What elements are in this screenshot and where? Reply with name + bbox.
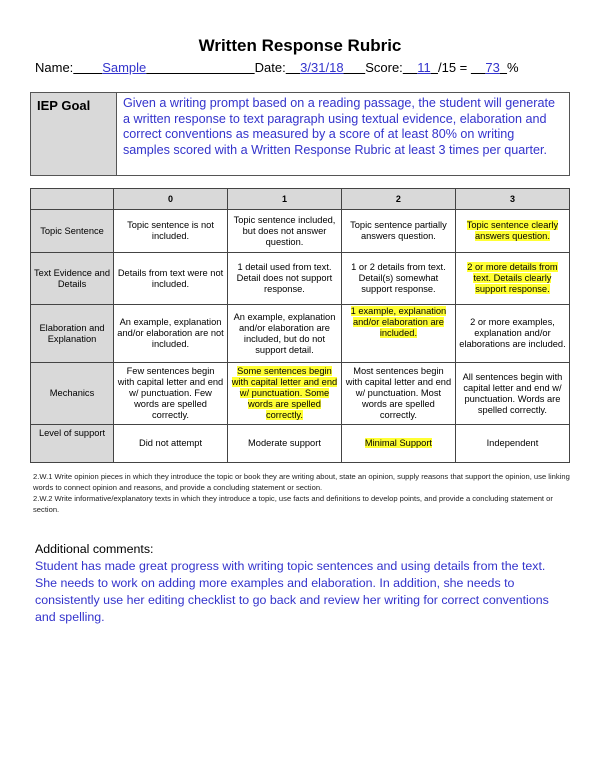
rubric-cell [228, 253, 342, 305]
score-label: Score: [365, 60, 403, 75]
rubric-cell-text: Independent [486, 438, 539, 448]
rubric-header-row [31, 189, 570, 210]
highlighted-cell-text: Topic sentence clearly answers question. [466, 220, 559, 241]
rubric-cell-text: Details from text were not included. [117, 267, 224, 289]
rubric-cell [341, 253, 455, 305]
comments-label: Additional comments: [35, 542, 154, 556]
rubric-row-mechanics [31, 363, 570, 425]
score-column-header: 2 [341, 189, 455, 210]
rubric-cell [341, 363, 455, 425]
rubric-cell-text: All sentences begin with capital letter and end w/ punctuation. Words are spelled correctly. [462, 371, 563, 415]
highlighted-cell-text: 1 example, explanation and/or elaboration are included. [350, 306, 447, 338]
score-column-header: 0 [114, 189, 228, 210]
rubric-cell-text: Topic sentence is not included. [127, 220, 214, 241]
standard-w2: 2.W.2 Write informative/explanatory texts in which they introduce a topic, use facts and definitions to develop points, and provide a concluding statement or section. [33, 494, 553, 514]
row-label: Mechanics [31, 363, 114, 425]
standard-w1: 2.W.1 Write opinion pieces in which they introduce the topic or book they are writing about, state an opinion, supply reasons that support the opinion, use linking words to connect opinion and reasons, and provide a concluding statement or section. [33, 472, 570, 492]
rubric-corner-cell [31, 189, 114, 210]
rubric-cell-text: Did not attempt [139, 438, 203, 448]
highlighted-cell-text: Minimal Support [364, 438, 433, 448]
rubric-cell-text: 1 detail used from text. Detail does not support response. [236, 262, 333, 294]
rubric-table [30, 188, 570, 463]
highlighted-cell-text: Some sentences begin with capital letter and end w/ punctuation. Some words are spelled correctly. [231, 366, 338, 420]
name-label: Name: [35, 60, 74, 75]
rubric-cell-selected [455, 210, 569, 253]
date-label: Date: [254, 60, 286, 75]
date-field[interactable]: 3/31/18 [300, 60, 344, 75]
iep-goal-text: Given a writing prompt based on a reading passage, the student will generate a written response to text paragraph using textual evidence, elaboration and correct conventions as measured by a score of at least 80% on writing samples scored with a Written Response Rubric at least 3 times per quarter. [123, 96, 555, 157]
rubric-cell [228, 425, 342, 463]
additional-comments [35, 541, 570, 626]
rubric-cell [455, 363, 569, 425]
rubric-cell-text: Topic sentence included, but does not answer question. [233, 214, 336, 247]
rubric-cell [455, 305, 569, 363]
rubric-cell-text: Topic sentence partially answers question. [350, 220, 447, 241]
score-out-of: /15 = [437, 60, 468, 75]
row-label: Elaboration and Explanation [31, 305, 114, 363]
standards-footnote [33, 471, 573, 515]
rubric-cell [114, 253, 228, 305]
row-label: Topic Sentence [31, 210, 114, 253]
comments-text: Student has made great progress with writing topic sentences and using details from the text. She needs to work on adding more examples and elaboration. In addition, she needs to consistently use her editing checklist to go back and review her writing for correct conventions and spelling. [35, 559, 549, 624]
rubric-row-elaboration [31, 305, 570, 363]
rubric-cell [114, 210, 228, 253]
name-field[interactable]: Sample [102, 60, 147, 75]
rubric-row-level-of-support [31, 425, 570, 463]
percent-sign: % [507, 60, 519, 75]
rubric-cell-text: 2 or more examples, explanation and/or elaborations are included. [459, 317, 566, 349]
rubric-cell-selected [341, 305, 455, 363]
rubric-cell-text: Few sentences begin with capital letter and end w/ punctuation. Few words are spelled correctly. [117, 366, 224, 420]
rubric-cell-text: An example, explanation and/or elaboration are included, but do not support detail. [233, 311, 336, 355]
rubric-cell-selected [228, 363, 342, 425]
rubric-row-text-evidence [31, 253, 570, 305]
rubric-cell [455, 425, 569, 463]
row-label: Level of support [31, 425, 114, 463]
score-column-header: 1 [228, 189, 342, 210]
rubric-cell-text: Most sentences begin with capital letter and end w/ punctuation. Most words are spelled correctly. [345, 366, 452, 420]
rubric-cell-text: An example, explanation and/or elaboration are not included. [117, 317, 224, 349]
iep-goal-label: IEP Goal [31, 93, 117, 175]
rubric-cell [228, 210, 342, 253]
page-title: Written Response Rubric [198, 36, 402, 55]
score-field[interactable]: 11 [417, 60, 431, 75]
iep-goal-box [30, 92, 570, 176]
rubric-cell-selected [455, 253, 569, 305]
rubric-row-topic-sentence [31, 210, 570, 253]
rubric-cell [114, 305, 228, 363]
percent-field[interactable]: 73 [485, 60, 500, 75]
rubric-cell-text: Moderate support [248, 438, 321, 448]
rubric-cell [341, 210, 455, 253]
highlighted-cell-text: 2 or more details from text. Details clearly support response. [467, 262, 558, 294]
rubric-cell [228, 305, 342, 363]
score-column-header: 3 [455, 189, 569, 210]
student-info-line [35, 60, 519, 75]
rubric-cell [114, 363, 228, 425]
rubric-cell [114, 425, 228, 463]
row-label: Text Evidence and Details [31, 253, 114, 305]
rubric-cell-text: 1 or 2 details from text. Detail(s) somewhat support response. [351, 262, 446, 294]
rubric-cell-selected [341, 425, 455, 463]
